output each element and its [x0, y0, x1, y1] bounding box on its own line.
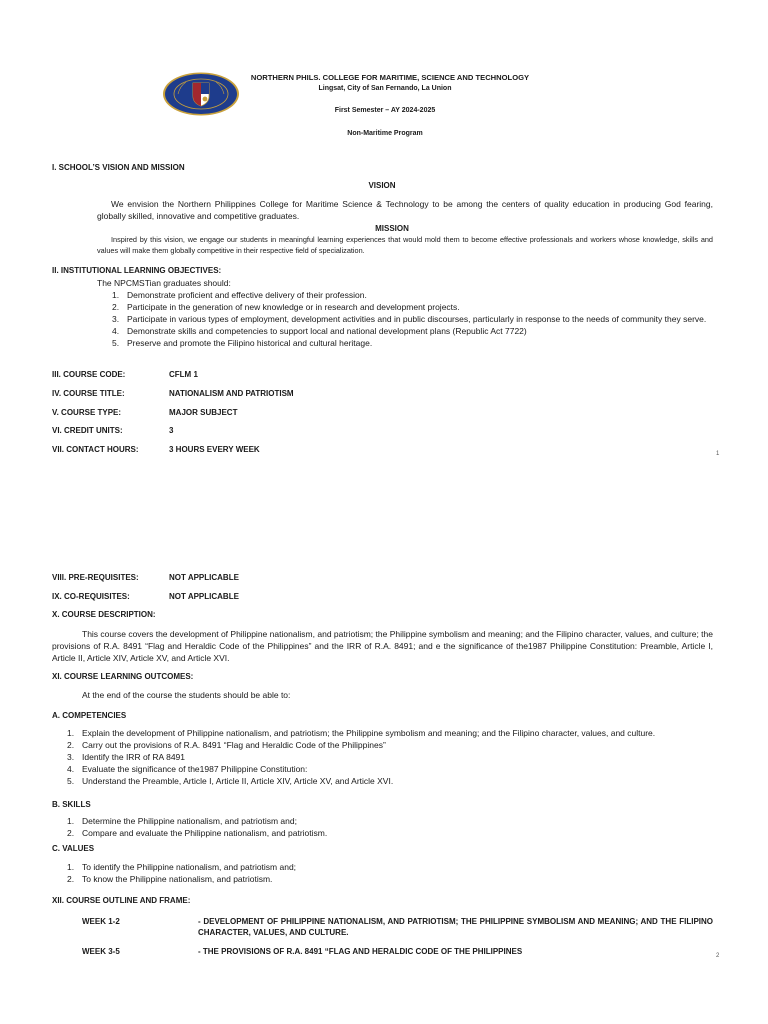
list-item: 3. Identify the IRR of RA 8491 [67, 752, 186, 762]
college-seal-logo [162, 72, 240, 116]
course-code-label: III. COURSE CODE: [52, 370, 126, 379]
corequisites-value: NOT APPLICABLE [169, 592, 239, 601]
course-code-value: CFLM 1 [169, 370, 198, 379]
list-item: 5. Preserve and promote the Filipino historical and cultural heritage. [112, 338, 373, 348]
page-number: 1 [716, 451, 720, 457]
competencies-list [67, 727, 717, 787]
list-item: 5. Understand the Preamble, Article I, Article II, Article XIV, Article XV, and Article XVI. [67, 776, 394, 786]
mission-text: Inspired by this vision, we engage our students in meaningful learning experiences that would mold them to become effective professionals and workers whose knowledge, skills and values will make them globally competitive in their respective field of specialization. [97, 235, 713, 255]
course-description-text: This course covers the development of Philippine nationalism, and patriotism; the Philippine symbolism and meaning; and the Filipino character, values, and culture; the provisions of R.A. 8491 “Flag and Heraldic Code of the Philippines” and the IRR of R.A. 8491; and e the significance of the1987 Philippine Constitution: Preamble, Article I, Article II, Article XIV, Article XV, and Article XVI. [52, 629, 713, 663]
course-title-value: NATIONALISM AND PATRIOTISM [169, 389, 294, 398]
college-name: NORTHERN PHILS. COLLEGE FOR MARITIME, SCIENCE AND TECHNOLOGY [250, 73, 530, 82]
program-label: Non-Maritime Program [347, 130, 423, 137]
list-item: 3. Participate in various types of employment, development activities and in public discourses, particularly in response to the needs of community they serve. [112, 314, 707, 324]
values-heading: C. VALUES [52, 844, 95, 853]
course-type-label: V. COURSE TYPE: [52, 408, 122, 417]
corequisites-label: IX. CO-REQUISITES: [52, 592, 130, 601]
list-item: 1. Demonstrate proficient and effective delivery of their profession. [112, 290, 367, 300]
section-heading-outline: XII. COURSE OUTLINE AND FRAME: [52, 896, 191, 905]
outline-topic-1: - DEVELOPMENT OF PHILIPPINE NATIONALISM, AND PATRIOTISM; THE PHILIPPINE SYMBOLISM AND MEANING; AND THE FILIPINO CHARACTER, VALUES, AND CULTURE. [198, 917, 713, 937]
course-type-value: MAJOR SUBJECT [169, 408, 238, 417]
list-item: 1. To identify the Philippine nationalism, and patriotism and; [67, 862, 297, 872]
outcomes-intro: At the end of the course the students should be able to: [82, 690, 291, 700]
section-heading-objectives: II. INSTITUTIONAL LEARNING OBJECTIVES: [52, 266, 222, 275]
list-item: 4. Evaluate the significance of the1987 Philippine Constitution: [67, 764, 308, 774]
outline-week-3-5: WEEK 3-5 [82, 947, 120, 956]
contact-hours-label: VII. CONTACT HOURS: [52, 445, 139, 454]
college-address: Lingsat, City of San Fernando, La Union [318, 85, 452, 92]
credit-units-label: VI. CREDIT UNITS: [52, 426, 123, 435]
values-list [67, 861, 717, 885]
prerequisites-label: VIII. PRE-REQUISITES: [52, 573, 139, 582]
skills-heading: B. SKILLS [52, 800, 91, 809]
list-item: 2. Compare and evaluate the Philippine nationalism, and patriotism. [67, 828, 328, 838]
section-heading-vision-mission: I. SCHOOL’S VISION AND MISSION [52, 163, 185, 172]
list-item: 1. Determine the Philippine nationalism, and patriotism and; [67, 816, 297, 826]
list-item: 4. Demonstrate skills and competencies to support local and national development plans (Republic Act 7722) [112, 326, 527, 336]
section-heading-description: X. COURSE DESCRIPTION: [52, 610, 156, 619]
vision-text: We envision the Northern Philippines College for Maritime Science & Technology to be among the centers of quality education in producing God fearing, globally skilled, innovative and competitive graduates. [97, 199, 713, 221]
contact-hours-value: 3 HOURS EVERY WEEK [169, 445, 260, 454]
course-title-label: IV. COURSE TITLE: [52, 389, 125, 398]
vision-title: VISION [368, 181, 396, 190]
mission-title: MISSION [375, 224, 409, 233]
objectives-list [112, 289, 713, 349]
competencies-heading: A. COMPETENCIES [52, 711, 127, 720]
credit-units-value: 3 [169, 426, 174, 435]
skills-list [67, 815, 717, 839]
list-item: 2. Carry out the provisions of R.A. 8491 “Flag and Heraldic Code of the Philippines” [67, 740, 386, 750]
outline-week-1-2: WEEK 1-2 [82, 917, 120, 926]
list-item: 2. To know the Philippine nationalism, and patriotism. [67, 874, 273, 884]
objectives-intro: The NPCMSTian graduates should: [97, 278, 231, 288]
prerequisites-value: NOT APPLICABLE [169, 573, 239, 582]
outline-topic-2: - THE PROVISIONS OF R.A. 8491 “FLAG AND HERALDIC CODE OF THE PHILIPPINES [198, 947, 523, 956]
section-heading-outcomes: XI. COURSE LEARNING OUTCOMES: [52, 672, 194, 681]
semester-label: First Semester – AY 2024-2025 [334, 107, 436, 114]
page-number: 2 [716, 953, 720, 959]
list-item: 1. Explain the development of Philippine nationalism, and patriotism; the Philippine symbolism and meaning; and the Filipino character, values, and culture. [67, 728, 656, 738]
list-item: 2. Participate in the generation of new knowledge or in research and development projects. [112, 302, 460, 312]
